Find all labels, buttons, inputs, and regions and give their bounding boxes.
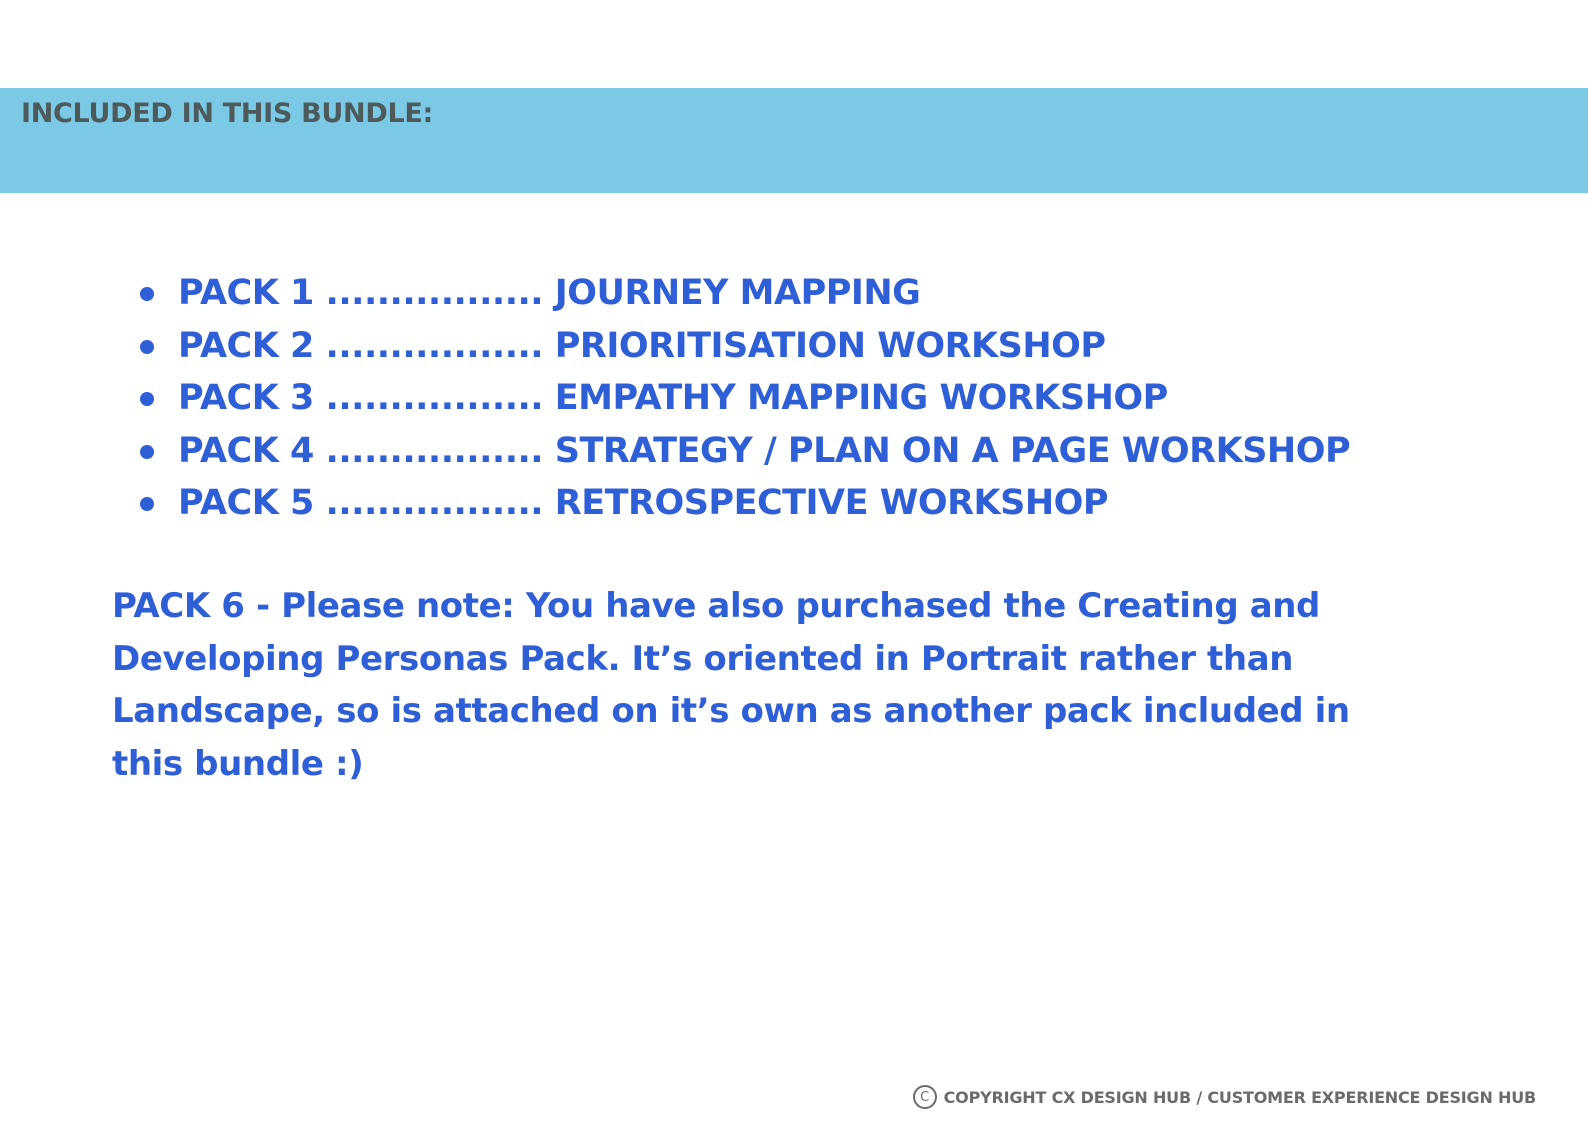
pack-label: PACK 1 ................. JOURNEY MAPPING — [178, 273, 921, 313]
list-item-pack-4 — [138, 428, 1350, 481]
list-item-pack-3 — [138, 375, 1350, 428]
pack-label: PACK 3 ................. EMPATHY MAPPING WORKSHOP — [178, 378, 1168, 418]
page-title: INCLUDED IN THIS BUNDLE: — [21, 98, 433, 129]
list-item-pack-1 — [138, 270, 1350, 323]
list-item-pack-5 — [138, 480, 1350, 533]
bullet-icon — [140, 340, 154, 354]
list-item-pack-2 — [138, 323, 1350, 376]
copyright-text: COPYRIGHT CX DESIGN HUB / CUSTOMER EXPERIENCE DESIGN HUB — [943, 1087, 1536, 1107]
pack-label: PACK 4 ................. STRATEGY / PLAN ON A PAGE WORKSHOP — [178, 430, 1351, 471]
bullet-icon — [140, 445, 154, 459]
bullet-icon — [140, 287, 154, 301]
pack-list — [138, 270, 1350, 533]
bullet-icon — [140, 392, 154, 406]
pack-label: PACK 2 ................. PRIORITISATION WORKSHOP — [178, 325, 1106, 366]
pack-6-note: PACK 6 - Please note: You have also purchased the Creating and Developing Personas Pack. It’s oriented in Portrait rather than Landscape, so is attached on it’s own as another pack included in this bundle :) — [112, 586, 1350, 784]
copyright-footer — [913, 1085, 1536, 1109]
pack-label: PACK 5 ................. RETROSPECTIVE WORKSHOP — [178, 483, 1109, 523]
bullet-icon — [140, 497, 154, 511]
copyright-icon: C — [913, 1085, 937, 1109]
